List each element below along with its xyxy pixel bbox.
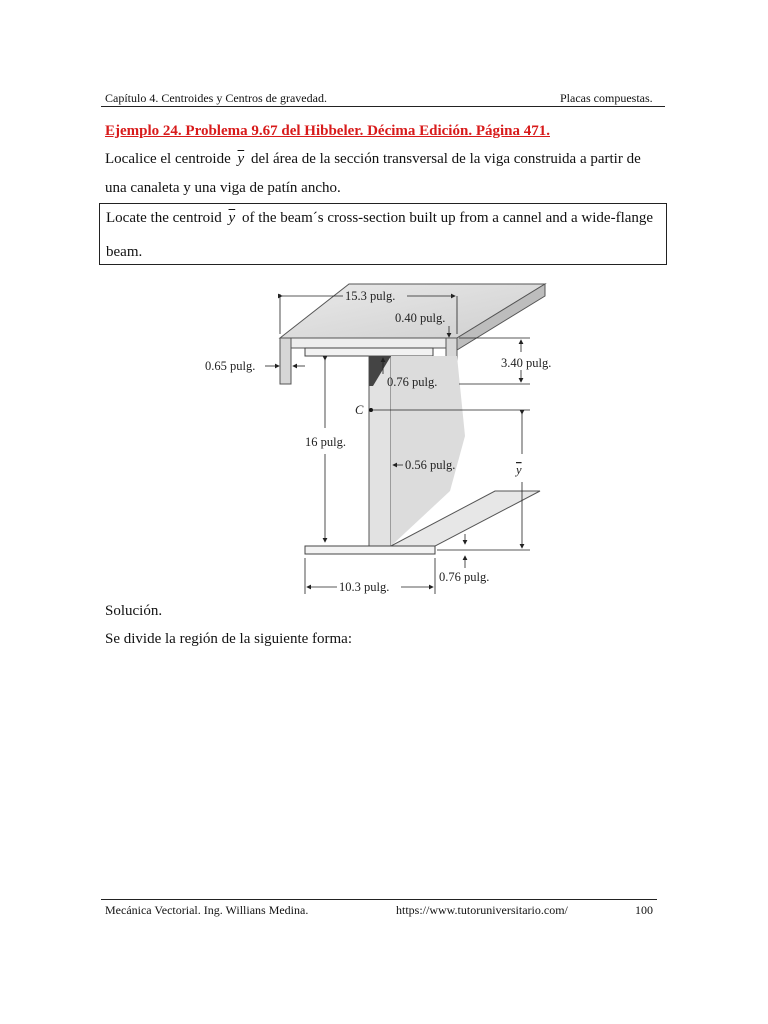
footer-divider — [101, 899, 657, 900]
channel-web-front — [291, 338, 446, 348]
dim-ybar: y — [516, 463, 522, 477]
dim-flange-thickness: 0.76 pulg. — [387, 375, 438, 389]
dim-web-thickness: 0.56 pulg. — [405, 458, 456, 472]
english-statement-line2: beam. — [106, 244, 143, 260]
header-chapter: Capítulo 4. Centroides y Centros de gravedad. — [105, 91, 327, 105]
ybar-symbol: $\overline{y}$ — [237, 151, 245, 167]
page-number: 100 — [635, 903, 653, 917]
english-statement-box — [99, 203, 667, 265]
example-title: Ejemplo 24. Problema 9.67 del Hibbeler. Décima Edición. Página 471. — [105, 123, 550, 139]
channel-left-lip — [280, 338, 291, 384]
dim-bottom-width: 10.3 pulg. — [339, 580, 390, 594]
dim-height: 16 pulg. — [305, 435, 346, 449]
dim-right-height: 3.40 pulg. — [501, 356, 552, 370]
dim-left-thickness: 0.65 pulg. — [205, 359, 256, 373]
english-text-a: Locate the centroid — [106, 210, 222, 226]
dim-top-thickness: 0.40 pulg. — [395, 311, 446, 325]
english-statement-line1 — [106, 210, 653, 227]
footer-url-link[interactable]: https://www.tutoruniversitario.com/ — [396, 903, 568, 917]
spanish-statement-line1 — [105, 151, 641, 168]
header-section: Placas compuestas. — [560, 91, 653, 105]
wbeam-top-flange — [305, 348, 433, 356]
spanish-statement-line2: una canaleta y una viga de patín ancho. — [105, 180, 341, 196]
beam-cross-section-figure — [195, 276, 575, 598]
centroid-label: C — [355, 403, 364, 417]
header-divider — [101, 106, 665, 107]
dim-top-width: 15.3 pulg. — [345, 289, 396, 303]
solution-label: Solución. — [105, 603, 163, 619]
solution-text: Se divide la región de la siguiente forma: — [105, 631, 353, 647]
spanish-text-a: Localice el centroide — [105, 151, 231, 167]
footer-author: Mecánica Vectorial. Ing. Willians Medina. — [105, 903, 309, 917]
spanish-text-b: del área de la sección transversal de la viga construida a partir de — [250, 151, 641, 167]
dim-bottom-thickness: 0.76 pulg. — [439, 570, 490, 584]
english-text-b: of the beam´s cross-section built up from a cannel and a wide-flange — [241, 210, 654, 226]
bottom-flange-front — [305, 546, 435, 554]
ybar-symbol: $\overline{y}$ — [228, 210, 236, 226]
